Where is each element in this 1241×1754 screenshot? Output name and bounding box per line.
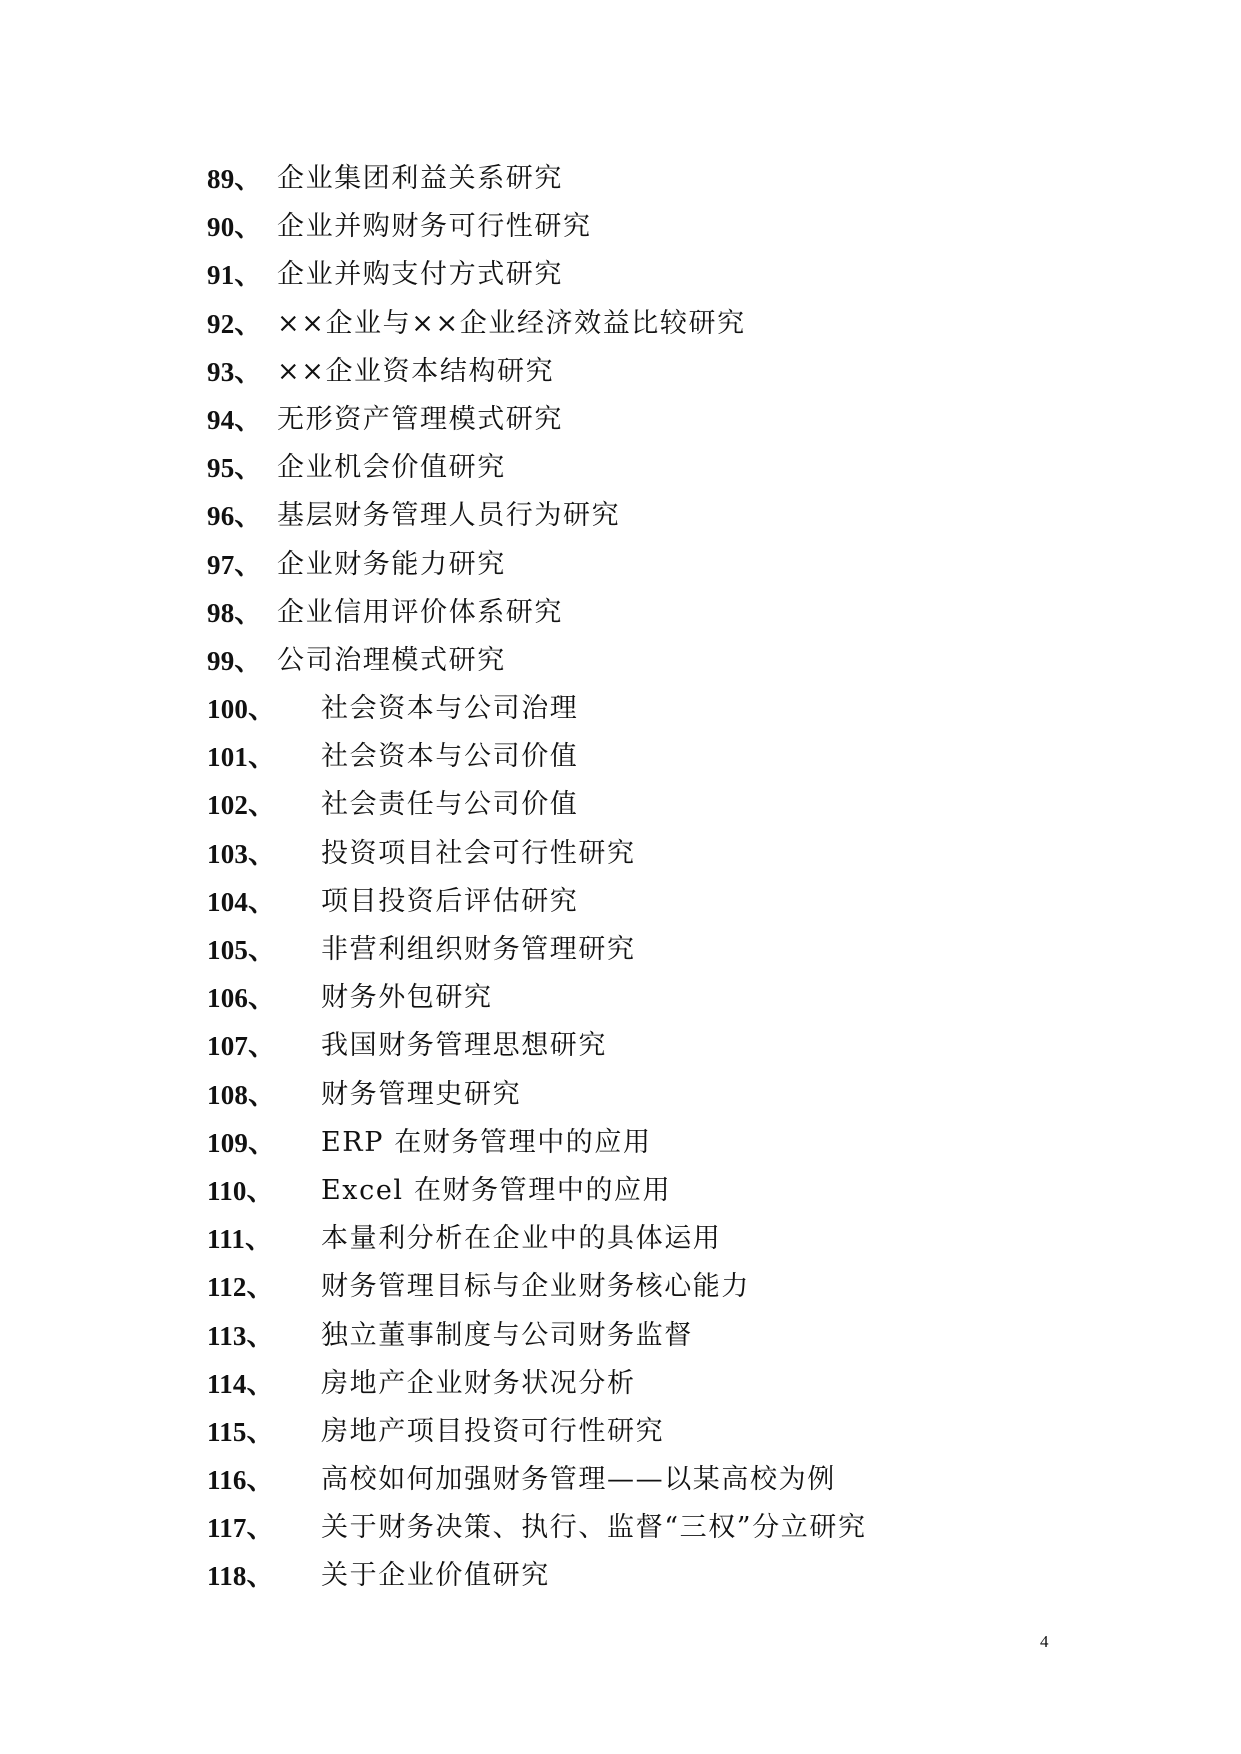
topic-number: 117、 <box>207 1513 274 1544</box>
topic-number: 106、 <box>207 983 276 1014</box>
topic-title: Excel 在财务管理中的应用 <box>321 1174 672 1206</box>
topic-title: 社会资本与公司治理 <box>321 693 579 725</box>
topic-number: 90、 <box>207 212 262 243</box>
topic-number: 114、 <box>207 1368 274 1399</box>
topic-number: 101、 <box>207 742 276 773</box>
topic-title: 财务管理史研究 <box>321 1078 522 1110</box>
topic-title: 关于企业价值研究 <box>321 1560 550 1592</box>
topic-number: 115、 <box>207 1416 274 1447</box>
topic-number: 107、 <box>207 1031 276 1062</box>
topic-title: 公司治理模式研究 <box>277 644 506 676</box>
topic-title: 企业财务能力研究 <box>277 548 506 580</box>
topic-title: 独立董事制度与公司财务监督 <box>321 1319 693 1351</box>
topic-title: 社会责任与公司价值 <box>321 789 579 821</box>
topic-title: 社会资本与公司价值 <box>321 741 579 773</box>
topic-number: 109、 <box>207 1127 276 1158</box>
topic-number: 111、 <box>207 1224 273 1255</box>
topic-title: ××企业资本结构研究 <box>277 355 555 387</box>
topic-title: 企业并购支付方式研究 <box>277 259 563 291</box>
topic-title: 房地产项目投资可行性研究 <box>321 1415 665 1447</box>
topic-number: 112、 <box>207 1272 274 1303</box>
topic-number: 113、 <box>207 1320 274 1351</box>
topic-number: 92、 <box>207 308 262 339</box>
topic-number: 102、 <box>207 790 276 821</box>
topic-number: 100、 <box>207 694 276 725</box>
topic-title: 基层财务管理人员行为研究 <box>277 500 621 532</box>
topic-number: 97、 <box>207 549 262 580</box>
topic-number: 94、 <box>207 404 262 435</box>
topic-title: 财务外包研究 <box>321 982 493 1014</box>
topic-title: 投资项目社会可行性研究 <box>321 837 636 869</box>
topic-number: 93、 <box>207 356 262 387</box>
topic-number: 110、 <box>207 1175 274 1206</box>
topic-title: 我国财务管理思想研究 <box>321 1030 607 1062</box>
topic-title: 企业集团利益关系研究 <box>277 163 563 194</box>
topic-number: 103、 <box>207 838 276 869</box>
topic-number: 105、 <box>207 935 276 965</box>
topic-title: 财务管理目标与企业财务核心能力 <box>321 1271 750 1303</box>
topic-number: 116、 <box>207 1465 274 1496</box>
topic-title: 高校如何加强财务管理——以某高校为例 <box>321 1464 836 1496</box>
topic-title: 企业机会价值研究 <box>277 452 506 484</box>
topic-title: 本量利分析在企业中的具体运用 <box>321 1223 722 1255</box>
topic-number: 89、 <box>207 164 262 194</box>
topic-number: 96、 <box>207 501 262 532</box>
topic-title: 企业信用评价体系研究 <box>277 596 563 628</box>
topic-number: 104、 <box>207 886 276 917</box>
topic-title: 项目投资后评估研究 <box>321 885 579 917</box>
topic-number: 98、 <box>207 597 262 628</box>
topic-number: 118、 <box>207 1561 274 1592</box>
page-number: 4 <box>1040 1632 1049 1651</box>
topic-title: 非营利组织财务管理研究 <box>321 934 636 965</box>
topic-title: ERP 在财务管理中的应用 <box>321 1126 652 1158</box>
topic-title: 企业并购财务可行性研究 <box>277 211 592 243</box>
topic-number: 95、 <box>207 453 262 484</box>
topic-title: 房地产企业财务状况分析 <box>321 1367 636 1399</box>
topic-title: 关于财务决策、执行、监督“三权”分立研究 <box>321 1512 867 1544</box>
topic-number: 91、 <box>207 260 262 291</box>
topic-number: 108、 <box>207 1079 276 1110</box>
topic-number: 99、 <box>207 645 262 676</box>
topic-title: ××企业与××企业经济效益比较研究 <box>277 307 746 339</box>
topic-title: 无形资产管理模式研究 <box>277 403 563 435</box>
